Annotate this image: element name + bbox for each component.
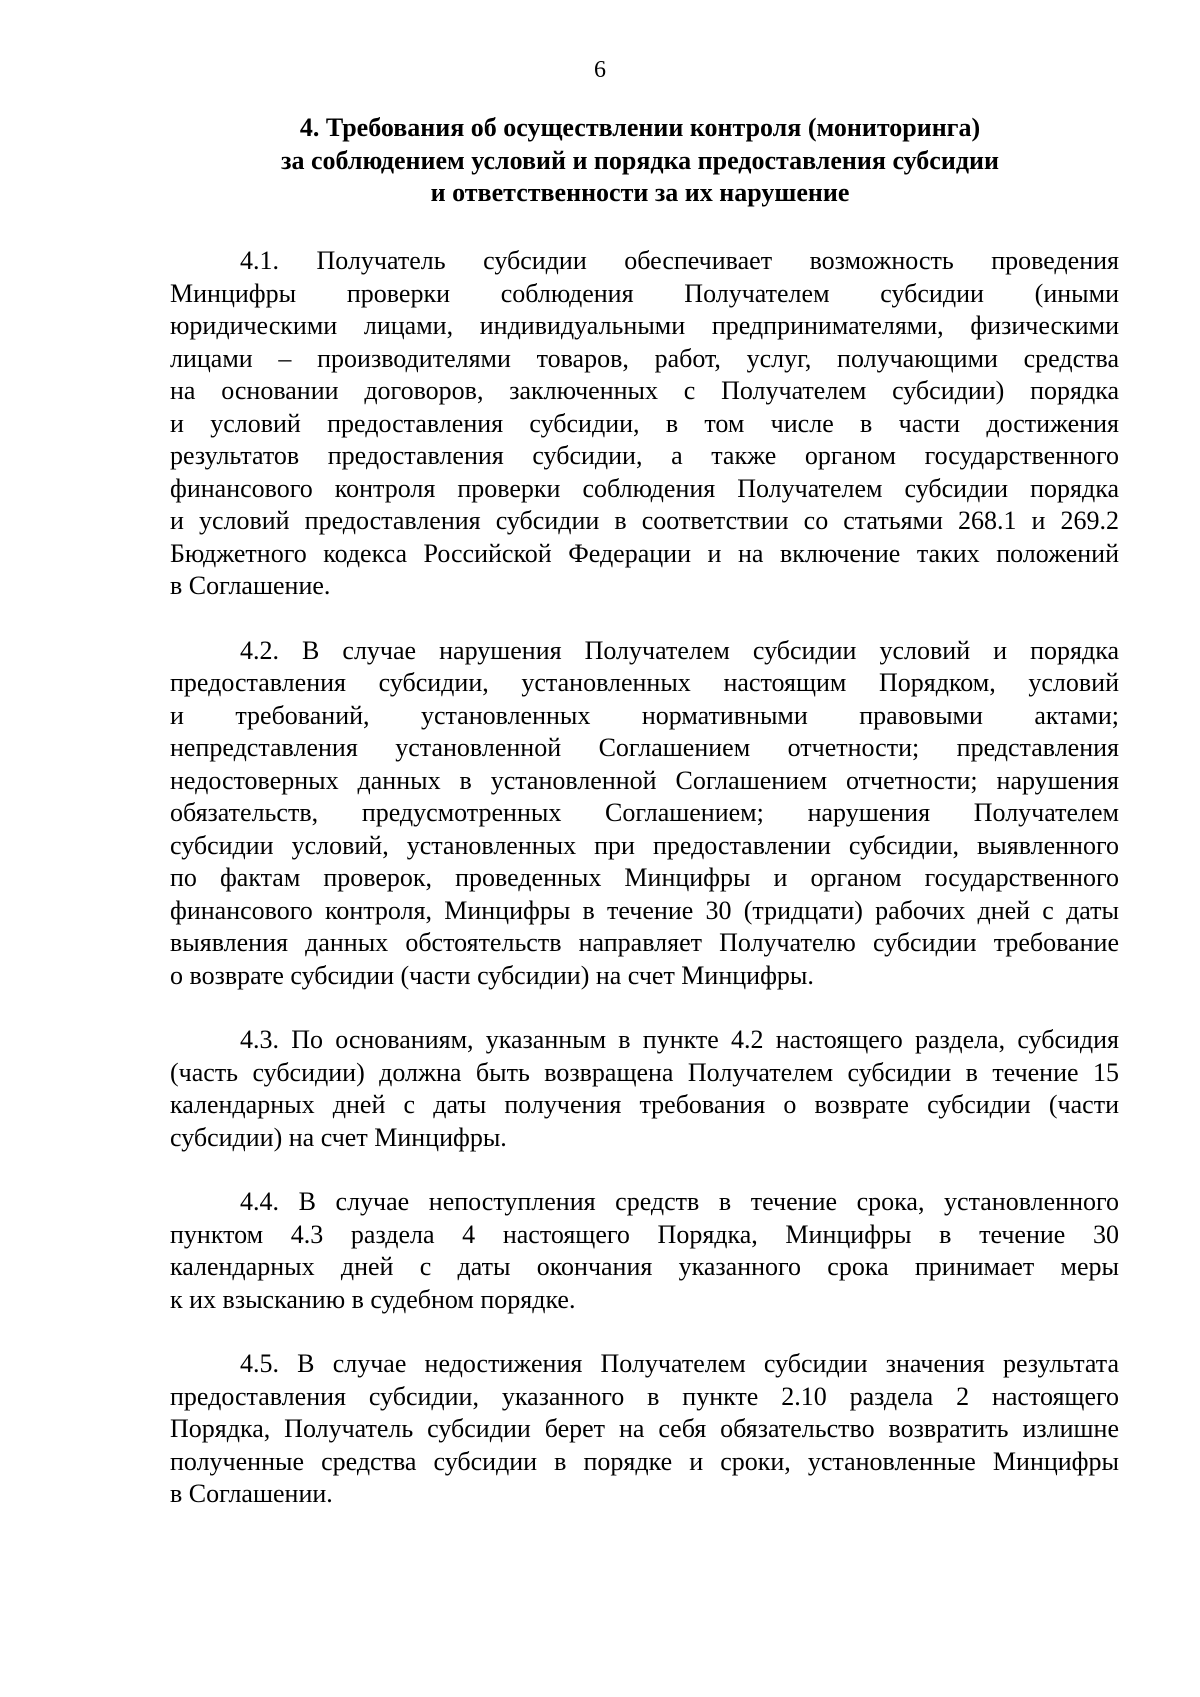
text-line: календарных дней с даты получения требования о возврате субсидии (части xyxy=(170,1090,1119,1119)
text-line: полученные средства субсидии в порядке и сроки, установленные Минцифры xyxy=(170,1446,1119,1476)
text-line: на основании договоров, заключенных с Получателем субсидии) порядка xyxy=(170,376,1119,405)
text-line: и условий предоставления субсидии, в том числе в части достижения xyxy=(170,408,1119,438)
text-line: 4.3. По основаниям, указанным в пункте 4.2 настоящего раздела, субсидия xyxy=(240,1025,1119,1054)
paragraph-4-4 xyxy=(170,1186,1119,1316)
text-line: 4.4. В случае непоступления средств в течение срока, установленного xyxy=(240,1187,1119,1216)
text-line: (часть субсидии) должна быть возвращена Получателем субсидии в течение 15 xyxy=(170,1057,1119,1087)
text-line: в Соглашение. xyxy=(170,571,331,600)
section-heading-line: 4. Требования об осуществлении контроля (мониторинга) xyxy=(299,113,981,142)
page-number: 6 xyxy=(594,57,606,83)
text-line: 4.1. Получатель субсидии обеспечивает возможность проведения xyxy=(240,246,1119,275)
text-line: субсидии) на счет Минцифры. xyxy=(170,1122,507,1152)
text-line: предоставления субсидии, установленных настоящим Порядком, условий xyxy=(170,668,1119,697)
text-line: недостоверных данных в установленной Соглашением отчетности; нарушения xyxy=(170,765,1119,795)
text-line: и требований, установленных нормативными правовыми актами; xyxy=(170,700,1119,730)
text-line: юридическими лицами, индивидуальными предпринимателями, физическими xyxy=(170,311,1119,340)
section-heading-line: и ответственности за их нарушение xyxy=(430,178,850,207)
text-line: к их взысканию в судебном порядке. xyxy=(170,1284,576,1314)
text-line: пунктом 4.3 раздела 4 настоящего Порядка, Минцифры в течение 30 xyxy=(170,1219,1119,1249)
text-line: непредставления установленной Соглашением отчетности; представления xyxy=(170,733,1119,762)
text-line: финансового контроля, Минцифры в течение 30 (тридцати) рабочих дней с даты xyxy=(170,895,1119,925)
text-line: обязательств, предусмотренных Соглашением; нарушения Получателем xyxy=(170,798,1119,827)
text-line: 4.2. В случае нарушения Получателем субсидии условий и порядка xyxy=(240,635,1119,665)
text-line: по фактам проверок, проведенных Минцифры и органом государственного xyxy=(170,863,1119,892)
text-line: Минцифры проверки соблюдения Получателем субсидии (иными xyxy=(170,278,1119,308)
text-line: в Соглашении. xyxy=(170,1479,333,1508)
text-line: 4.5. В случае недостижения Получателем субсидии значения результата xyxy=(240,1349,1119,1378)
text-line: о возврате субсидии (части субсидии) на счет Минцифры. xyxy=(170,960,814,990)
paragraph-4-2 xyxy=(170,635,1119,993)
text-line: Бюджетного кодекса Российской Федерации и на включение таких положений xyxy=(170,538,1119,568)
text-line: предоставления субсидии, указанного в пункте 2.10 раздела 2 настоящего xyxy=(170,1381,1119,1411)
paragraph-4-1 xyxy=(170,245,1119,603)
text-line: выявления данных обстоятельств направляет Получателю субсидии требование xyxy=(170,928,1119,957)
text-line: лицами – производителями товаров, работ, услуг, получающими средства xyxy=(170,343,1119,373)
section-heading xyxy=(160,112,1120,210)
section-heading-line: за соблюдением условий и порядка предоставления субсидии xyxy=(281,145,999,175)
text-line: субсидии условий, установленных при предоставлении субсидии, выявленного xyxy=(170,830,1119,860)
text-line: календарных дней с даты окончания указанного срока принимает меры xyxy=(170,1252,1119,1281)
paragraph-4-3 xyxy=(170,1024,1119,1154)
text-line: финансового контроля проверки соблюдения Получателем субсидии порядка xyxy=(170,473,1119,503)
text-line: Порядка, Получатель субсидии берет на себя обязательство возвратить излишне xyxy=(170,1414,1119,1443)
text-line: и условий предоставления субсидии в соответствии со статьями 268.1 и 269.2 xyxy=(170,506,1119,535)
section-body xyxy=(170,245,1119,1543)
text-line: результатов предоставления субсидии, а также органом государственного xyxy=(170,441,1119,470)
paragraph-4-5 xyxy=(170,1348,1119,1511)
